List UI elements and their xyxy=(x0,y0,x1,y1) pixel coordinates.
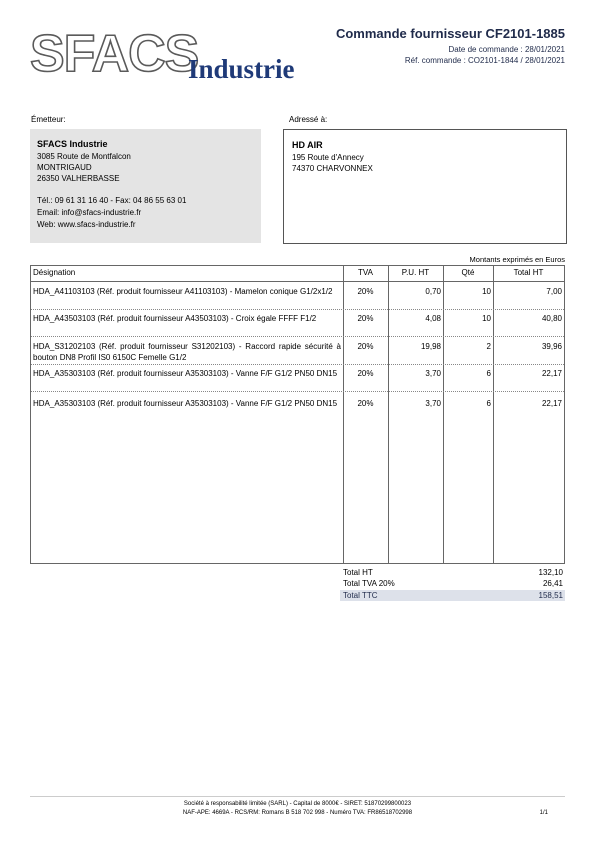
total-tva-label: Total TVA 20% xyxy=(343,579,395,588)
emitter-email: Email: info@sfacs-industrie.fr xyxy=(37,208,142,217)
row-unit-price: 19,98 xyxy=(420,342,441,351)
footer-legal-line2: NAF-APE: 4669A - RCS/RM: Romans B 518 702 998 - Numéro TVA: FR86518702998 xyxy=(182,810,413,816)
header-total: Total HT xyxy=(513,268,544,277)
emitter-box xyxy=(30,129,261,243)
document-title: Commande fournisseur CF2101-1885 xyxy=(335,26,565,41)
row-unit-price: 4,08 xyxy=(425,314,441,323)
footer-legal-line1: Société à responsabilité limitée (SARL) - Capital de 8000€ - SIRET: 51870299800023 xyxy=(183,801,412,807)
total-ttc-label: Total TTC xyxy=(343,591,378,600)
row-total: 22,17 xyxy=(541,369,562,378)
total-ht-row xyxy=(340,567,565,578)
row-quantity: 6 xyxy=(486,369,491,378)
order-reference: Réf. commande : CO2101-1844 / 28/01/2021 xyxy=(404,56,565,65)
total-tva-row xyxy=(340,578,565,589)
recipient-name: HD AIR xyxy=(292,140,323,150)
row-designation: HDA_S31202103 (Réf. produit fournisseur S31202103) - Raccord rapide sécurité à bouton DN8 Profil IS0 6150C Femelle G1/2 xyxy=(33,342,341,362)
total-ttc-row xyxy=(340,590,565,601)
row-quantity: 10 xyxy=(482,314,491,323)
header-tva: TVA xyxy=(358,268,373,277)
row-quantity: 10 xyxy=(482,287,491,296)
row-quantity: 2 xyxy=(486,342,491,351)
emitter-address2: MONTRIGAUD xyxy=(37,163,92,172)
total-ht-label: Total HT xyxy=(343,568,373,577)
total-ttc-value: 158,51 xyxy=(538,591,563,600)
row-tva: 20% xyxy=(357,287,374,296)
currency-note: Montants exprimés en Euros xyxy=(469,255,565,264)
row-unit-price: 0,70 xyxy=(425,287,441,296)
header-designation: Désignation xyxy=(33,268,76,277)
row-total: 7,00 xyxy=(546,287,562,296)
row-quantity: 6 xyxy=(486,399,491,408)
emitter-name: SFACS Industrie xyxy=(37,139,108,149)
row-unit-price: 3,70 xyxy=(425,369,441,378)
footer-divider xyxy=(30,796,565,797)
row-tva: 20% xyxy=(357,314,374,323)
order-date: Date de commande : 28/01/2021 xyxy=(448,45,565,54)
recipient-address1: 195 Route d'Annecy xyxy=(292,153,364,162)
row-tva: 20% xyxy=(357,342,374,351)
row-tva: 20% xyxy=(357,369,374,378)
row-designation: HDA_A43503103 (Réf. produit fournisseur A43503103) - Croix égale FFFF F1/2 xyxy=(33,314,317,323)
row-tva: 20% xyxy=(357,399,374,408)
row-designation: HDA_A35303103 (Réf. produit fournisseur A35303103) - Vanne F/F G1/2 PN50 DN15 xyxy=(33,399,338,408)
emitter-address3: 26350 VALHERBASSE xyxy=(37,174,120,183)
order-lines-table xyxy=(30,265,565,564)
company-logo xyxy=(30,25,320,84)
emitter-phone: Tél.: 09 61 31 16 40 - Fax: 04 86 55 63 01 xyxy=(37,196,187,205)
header-unit-price: P.U. HT xyxy=(401,268,430,277)
logo-industrie-text: Industrie xyxy=(188,54,295,84)
row-total: 40,80 xyxy=(541,314,562,323)
row-total: 22,17 xyxy=(541,399,562,408)
recipient-address2: 74370 CHARVONNEX xyxy=(292,164,373,173)
row-designation: HDA_A41103103 (Réf. produit fournisseur A41103103) - Mamelon conique G1/2x1/2 xyxy=(33,287,333,296)
emitter-address1: 3085 Route de Montfalcon xyxy=(37,152,131,161)
row-total: 39,96 xyxy=(541,342,562,351)
emitter-web: Web: www.sfacs-industrie.fr xyxy=(37,220,136,229)
row-unit-price: 3,70 xyxy=(425,399,441,408)
recipient-box xyxy=(283,129,567,244)
emitter-label: Émetteur: xyxy=(31,115,66,124)
row-designation: HDA_A35303103 (Réf. produit fournisseur A35303103) - Vanne F/F G1/2 PN50 DN15 xyxy=(33,369,338,378)
logo-sfacs-text: SFACS xyxy=(30,25,199,83)
header-quantity: Qté xyxy=(461,268,475,277)
page-number: 1/1 xyxy=(539,810,548,816)
total-ht-value: 132,10 xyxy=(538,568,563,577)
recipient-label: Adressé à: xyxy=(289,115,328,124)
total-tva-value: 26,41 xyxy=(542,579,563,588)
